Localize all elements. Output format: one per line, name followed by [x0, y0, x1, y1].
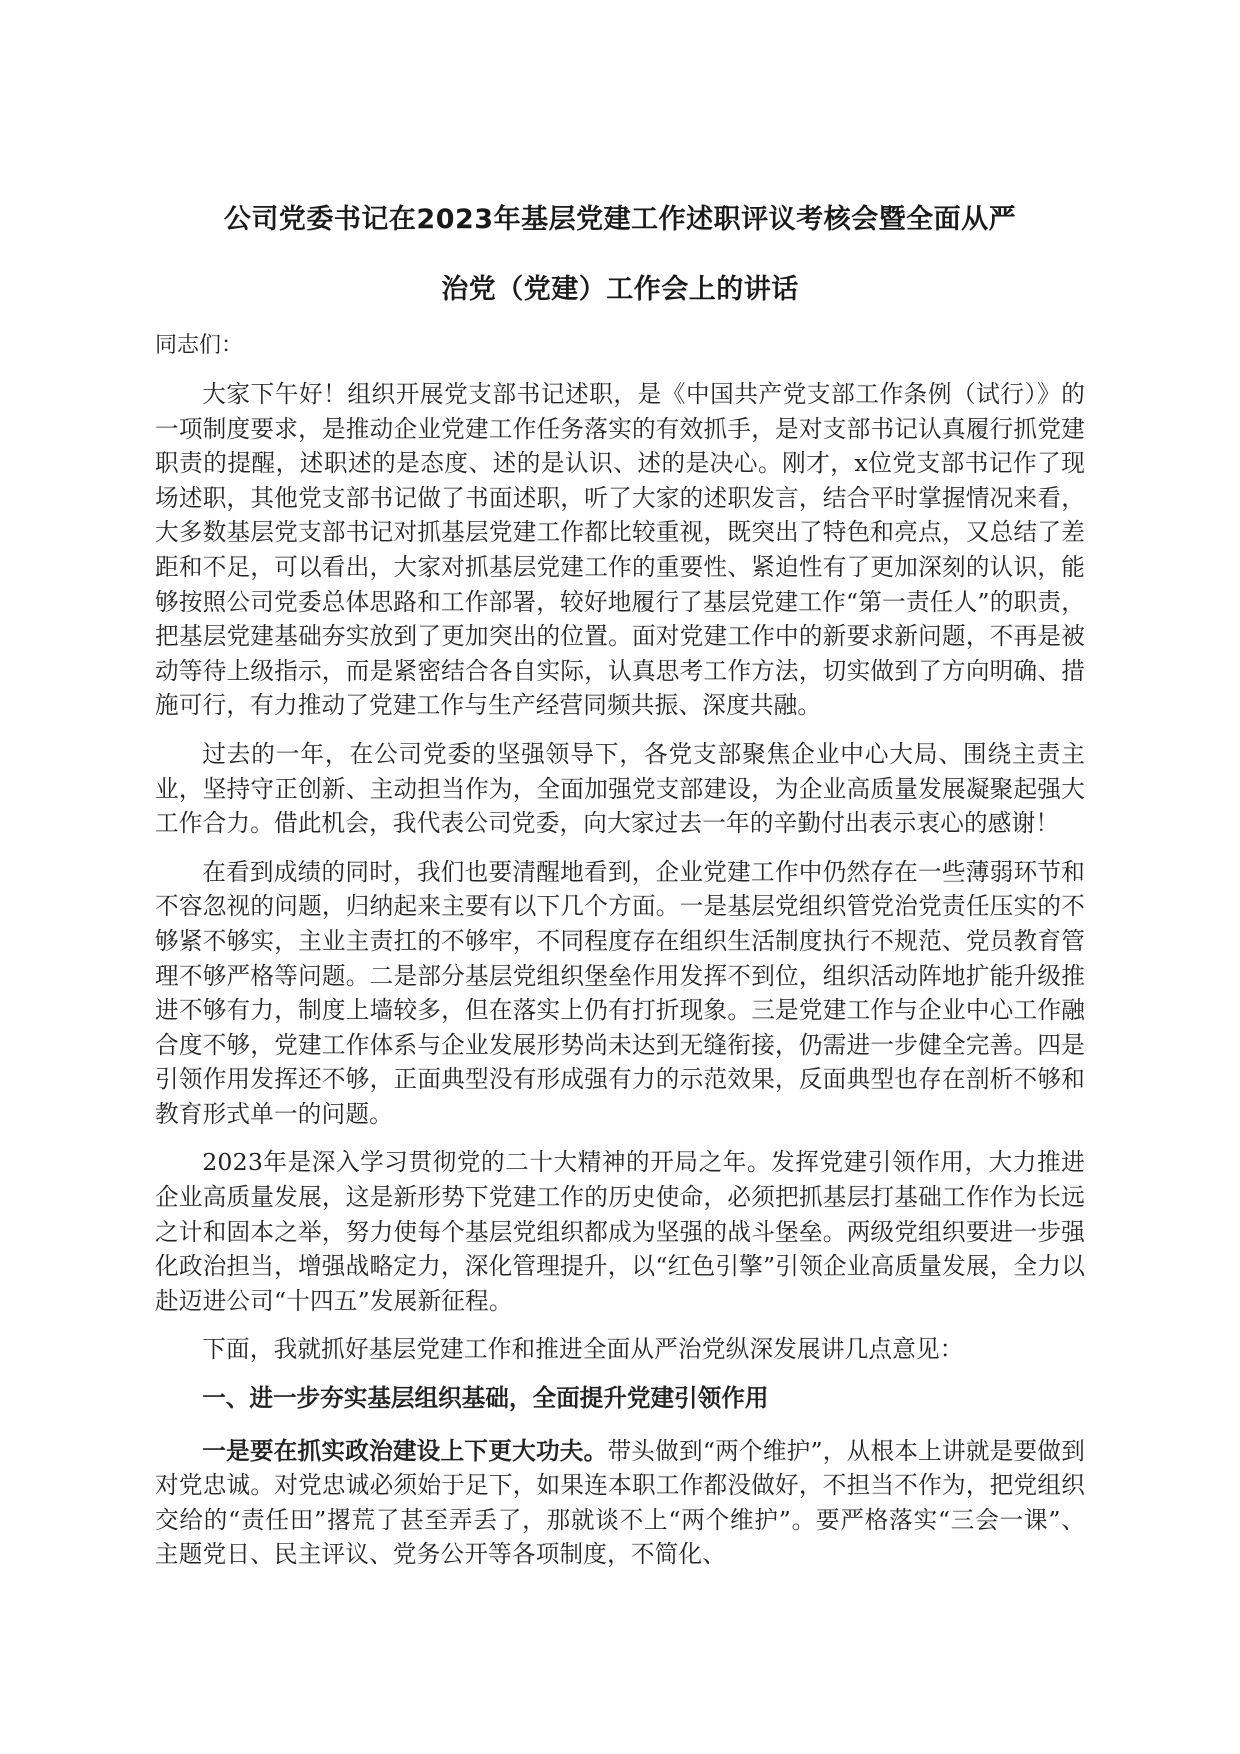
section-1-heading: 一、进一步夯实基层组织基础，全面提升党建引领作用: [202, 1384, 769, 1413]
document-title: [155, 185, 1085, 325]
salutation: 同志们：: [155, 333, 244, 358]
paragraph-opening: 大家下午好！组织开展党支部书记述职，是《中国共产党支部工作条例（试行）》的一项制度要求，是推动企业党建工作任务落实的有效抓手，是对支部书记认真履行抓党建职责的提醒，述职述的是态度、述的是认识、述的是决心。刚才，x位党支部书记作了现场述职，其他党支部书记做了书面述职，听了大家的述职发言，结合平时掌握情况来看，大多数基层党支部书记对抓基层党建工作都比较重视，既突出了特色和亮点，又总结了差距和不足，可以看出，大家对抓基层党建工作的重要性、紧迫性有了更加深刻的认识，能够按照公司党委总体思路和工作部署，较好地履行了基层党建工作“第一责任人”的职责，把基层党建基础夯实放到了更加突出的位置。面对党建工作中的新要求新问题，不再是被动等待上级指示，而是紧密结合各自实际，认真思考工作方法，切实做到了方向明确、措施可行，有力推动了党建工作与生产经营同频共振、深度共融。: [155, 380, 1085, 720]
title-line-1: 公司党委书记在2023年基层党建工作述职评议考核会暨全面从严: [223, 204, 1017, 235]
paragraph-thanks: 过去的一年，在公司党委的坚强领导下，各党支部聚焦企业中心大局、围绕主责主业，坚持守正创新、主动担当作为，全面加强党支部建设，为企业高质量发展凝聚起强大工作合力。借此机会，我代表公司党委，向大家过去一年的辛勤付出表示衷心的感谢！: [155, 739, 1085, 838]
section-1-paragraph-1-body: 带头做到“两个维护”，从根本上讲就是要做到对党忠诚。对党忠诚必须始于足下，如果连本职工作都没做好，不担当不作为，把党组织交给的“责任田”撂荒了甚至弄丢了，那就谈不上“两个维护”。要严格落实“三会一课”、主题党日、民主评议、党务公开等各项制度，不简化、: [155, 1436, 1085, 1569]
paragraph-2023: 2023年是深入学习贯彻党的二十大精神的开局之年。发挥党建引领作用，大力推进企业高质量发展，这是新形势下党建工作的历史使命，必须把抓基层打基础工作作为长远之计和固本之举，努力使每个基层党组织都成为坚强的战斗堡垒。两级党组织要进一步强化政治担当，增强战略定力，深化管理提升，以“红色引擎”引领企业高质量发展，全力以赴迈进公司“十四五”发展新征程。: [155, 1148, 1085, 1315]
paragraph-problems: 在看到成绩的同时，我们也要清醒地看到，企业党建工作中仍然存在一些薄弱环节和不容忽视的问题，归纳起来主要有以下几个方面。一是基层党组织管党治党责任压实的不够紧不够实，主业主责扛的不够牢，不同程度存在组织生活制度执行不规范、党员教育管理不够严格等问题。二是部分基层党组织堡垒作用发挥不到位，组织活动阵地扩能升级推进不够有力，制度上墙较多，但在落实上仍有打折现象。三是党建工作与企业中心工作融合度不够，党建工作体系与企业发展形势尚未达到无缝衔接，仍需进一步健全完善。四是引领作用发挥还不够，正面典型没有形成强有力的示范效果，反面典型也存在剖析不够和教育形式单一的问题。: [155, 857, 1085, 1128]
document-page: [155, 185, 1085, 1586]
title-line-2: 治党（党建）工作会上的讲话: [441, 274, 799, 305]
paragraph-intro-opinions: 下面，我就抓好基层党建工作和推进全面从严治党纵深发展讲几点意见：: [202, 1335, 964, 1364]
section-1-paragraph-1-lead: 一是要在抓实政治建设上下更大功夫。: [202, 1436, 608, 1465]
section-1-paragraph-1: [155, 1434, 1085, 1572]
